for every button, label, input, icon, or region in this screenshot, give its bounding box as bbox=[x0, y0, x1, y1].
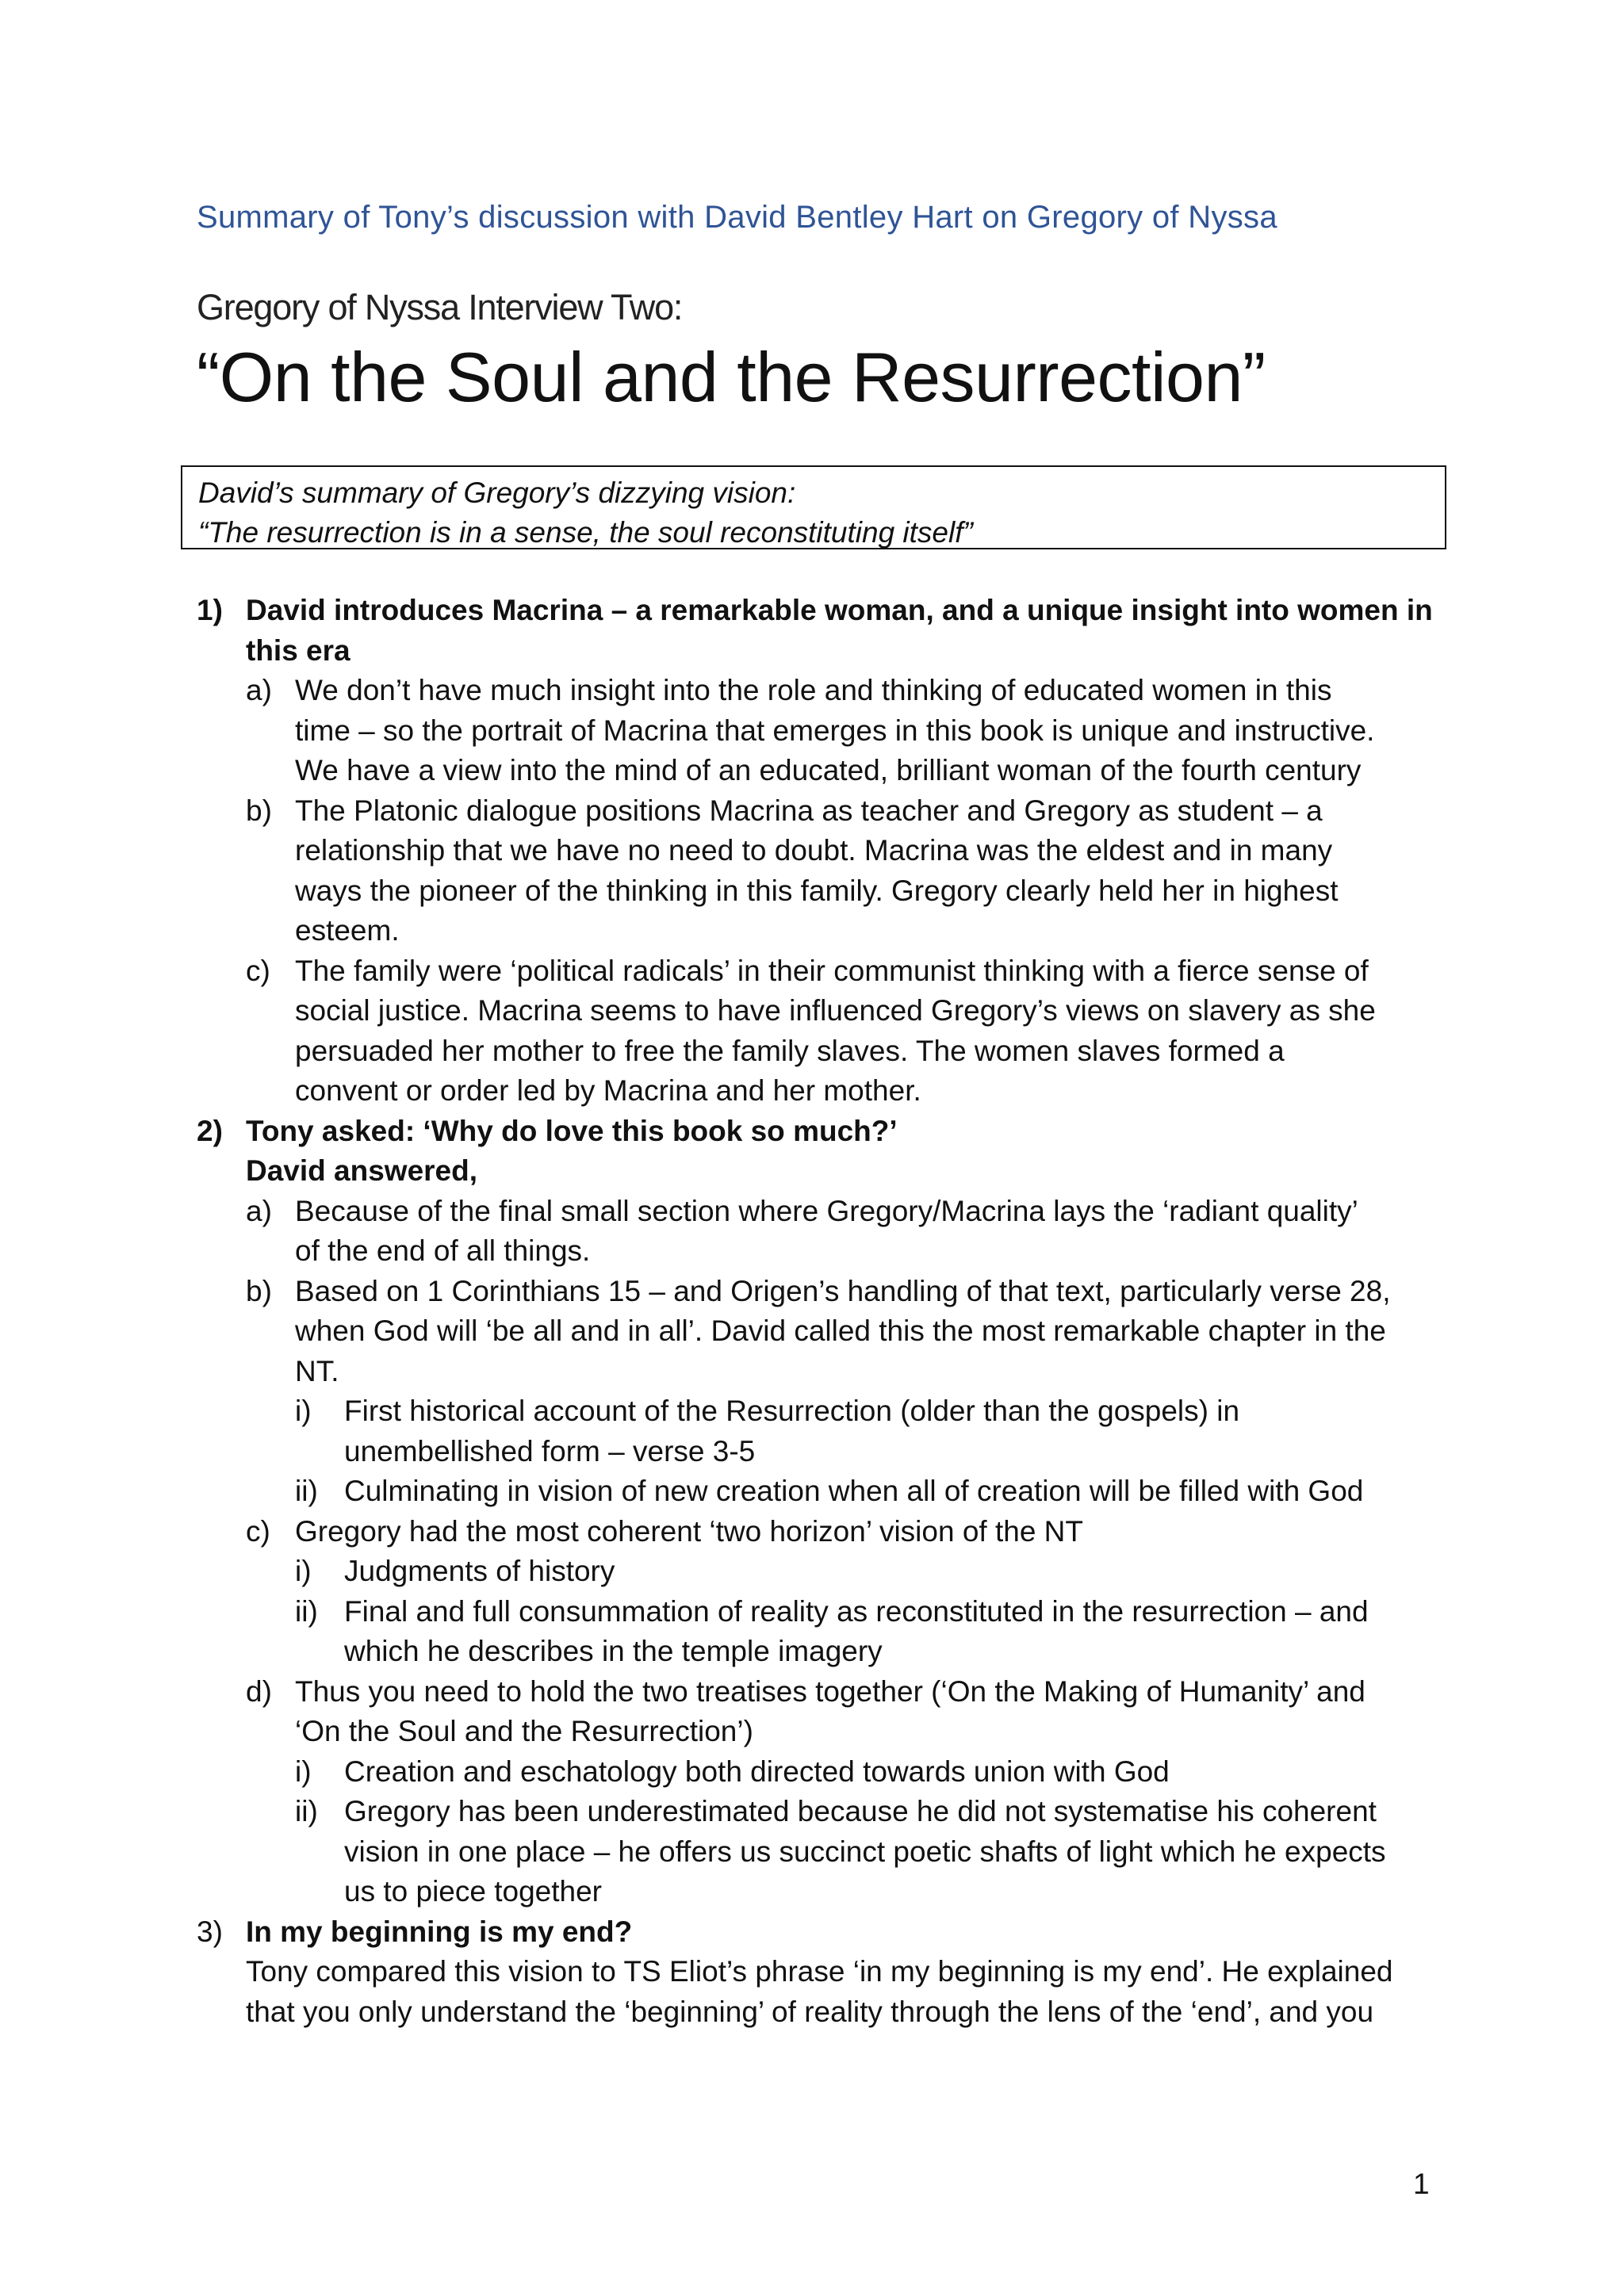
list-item bbox=[0, 991, 1624, 1031]
list-item bbox=[0, 1712, 1624, 1752]
list-item-text: We have a view into the mind of an educated, brilliant woman of the fourth century bbox=[295, 754, 1362, 786]
list-item bbox=[0, 951, 1624, 992]
sub-list-item bbox=[0, 1471, 1624, 1512]
section-heading-text: David introduces Macrina – a remarkable woman, and a unique insight into women in bbox=[246, 594, 1433, 626]
list-item-text: Thus you need to hold the two treatises together (‘On the Making of Humanity’ and bbox=[295, 1674, 1365, 1708]
list-roman: ii) bbox=[295, 1594, 318, 1628]
list-item-text: The Platonic dialogue positions Macrina as teacher and Gregory as student – a bbox=[295, 794, 1323, 827]
list-item-text: time – so the portrait of Macrina that emerges in this book is unique and instructive. bbox=[295, 714, 1375, 747]
outline-content bbox=[0, 591, 1624, 2032]
interview-subtitle: Gregory of Nyssa Interview Two: bbox=[197, 287, 683, 327]
sub-list-item bbox=[0, 1752, 1624, 1793]
list-item-text: esteem. bbox=[295, 914, 400, 947]
list-item-text: of the end of all things. bbox=[295, 1234, 591, 1267]
list-roman: i) bbox=[295, 1555, 312, 1587]
list-item bbox=[0, 1192, 1624, 1232]
list-item-text: Gregory has been underestimated because he did not systematise his coherent bbox=[344, 1795, 1377, 1827]
paragraph-line bbox=[0, 1992, 1624, 2033]
list-item bbox=[0, 831, 1624, 871]
list-item-text: Judgments of history bbox=[344, 1555, 615, 1587]
list-item-text: vision in one place – he offers us succinct poetic shafts of light which he expects bbox=[344, 1835, 1386, 1868]
list-item-text: Because of the final small section where Gregory/Macrina lays the ‘radiant quality’ bbox=[295, 1194, 1358, 1227]
summary-quote-box bbox=[181, 465, 1446, 549]
list-item-text: We don’t have much insight into the role and thinking of educated women in this bbox=[295, 674, 1332, 706]
list-roman: i) bbox=[295, 1755, 312, 1788]
paragraph-text: that you only understand the ‘beginning’ of reality through the lens of the ‘end’, and you bbox=[246, 1995, 1374, 2028]
list-item bbox=[0, 791, 1624, 832]
list-item-text: social justice. Macrina seems to have influenced Gregory’s views on slavery as she bbox=[295, 994, 1376, 1027]
list-item-text: Creation and eschatology both directed towards union with God bbox=[344, 1755, 1170, 1788]
section-heading-text: this era bbox=[246, 633, 350, 667]
list-letter: d) bbox=[246, 1674, 272, 1708]
list-item bbox=[0, 711, 1624, 752]
sub-list-item bbox=[0, 1632, 1624, 1672]
list-letter: a) bbox=[246, 674, 272, 706]
list-letter: b) bbox=[246, 1274, 272, 1307]
list-item-text: us to piece together bbox=[344, 1875, 602, 1908]
list-item bbox=[0, 1311, 1624, 1352]
quote-box-line: David’s summary of Gregory’s dizzying vision: bbox=[198, 476, 796, 509]
list-item bbox=[0, 911, 1624, 951]
list-item-text: which he describes in the temple imagery bbox=[344, 1635, 883, 1667]
section-heading-text: Tony asked: ‘Why do love this book so much?’ bbox=[246, 1114, 898, 1147]
list-item-text: ‘On the Soul and the Resurrection’) bbox=[295, 1715, 753, 1747]
section-heading bbox=[0, 631, 1624, 672]
section-heading bbox=[0, 1112, 1624, 1152]
section-heading bbox=[0, 1912, 1624, 1953]
list-item bbox=[0, 1352, 1624, 1392]
list-letter: b) bbox=[246, 794, 272, 827]
list-item-text: Gregory had the most coherent ‘two horizon’ vision of the NT bbox=[295, 1514, 1083, 1548]
list-roman: i) bbox=[295, 1395, 312, 1427]
sub-list-item bbox=[0, 1391, 1624, 1432]
list-number: 1) bbox=[197, 594, 223, 626]
list-item-text: when God will ‘be all and in all’. David called this the most remarkable chapter in the bbox=[295, 1314, 1386, 1347]
list-item bbox=[0, 751, 1624, 791]
section-heading-text: In my beginning is my end? bbox=[246, 1915, 633, 1948]
list-number: 2) bbox=[197, 1114, 223, 1147]
paragraph-line bbox=[0, 1952, 1624, 1992]
list-letter: a) bbox=[246, 1194, 272, 1227]
list-item-text: convent or order led by Macrina and her mother. bbox=[295, 1074, 921, 1107]
list-letter: c) bbox=[246, 1514, 270, 1548]
sub-list-item bbox=[0, 1832, 1624, 1873]
section-heading bbox=[0, 1151, 1624, 1192]
summary-title: Summary of Tony’s discussion with David Bentley Hart on Gregory of Nyssa bbox=[197, 200, 1277, 235]
list-item bbox=[0, 1272, 1624, 1312]
section-heading bbox=[0, 591, 1624, 631]
list-item bbox=[0, 671, 1624, 711]
list-item-text: Culminating in vision of new creation when all of creation will be filled with God bbox=[344, 1475, 1364, 1507]
list-item bbox=[0, 1512, 1624, 1552]
list-number: 3) bbox=[197, 1915, 223, 1948]
sub-list-item bbox=[0, 1872, 1624, 1912]
list-item bbox=[0, 1071, 1624, 1112]
list-item-text: Based on 1 Corinthians 15 – and Origen’s handling of that text, particularly verse 28, bbox=[295, 1274, 1391, 1307]
sub-list-item bbox=[0, 1792, 1624, 1832]
list-item-text: relationship that we have no need to doubt. Macrina was the eldest and in many bbox=[295, 834, 1333, 867]
quote-box-line: “The resurrection is in a sense, the soul reconstituting itself” bbox=[198, 516, 973, 549]
list-item-text: The family were ‘political radicals’ in their communist thinking with a fierce sense of bbox=[295, 954, 1369, 987]
list-item-text: Final and full consummation of reality as reconstituted in the resurrection – and bbox=[344, 1594, 1369, 1628]
list-letter: c) bbox=[246, 954, 270, 987]
list-item bbox=[0, 871, 1624, 912]
list-item-text: persuaded her mother to free the family slaves. The women slaves formed a bbox=[295, 1034, 1285, 1067]
list-roman: ii) bbox=[295, 1795, 318, 1827]
list-item bbox=[0, 1031, 1624, 1072]
sub-list-item bbox=[0, 1552, 1624, 1592]
list-item-text: NT. bbox=[295, 1354, 339, 1387]
page-title: “On the Soul and the Resurrection” bbox=[197, 338, 1266, 416]
list-roman: ii) bbox=[295, 1475, 318, 1507]
list-item bbox=[0, 1231, 1624, 1272]
list-item-text: unembellished form – verse 3-5 bbox=[344, 1434, 756, 1468]
list-item-text: First historical account of the Resurrection (older than the gospels) in bbox=[344, 1395, 1240, 1427]
sub-list-item bbox=[0, 1432, 1624, 1472]
list-item-text: ways the pioneer of the thinking in this family. Gregory clearly held her in highest bbox=[295, 874, 1339, 907]
sub-list-item bbox=[0, 1592, 1624, 1632]
paragraph-text: Tony compared this vision to TS Eliot’s phrase ‘in my beginning is my end’. He explained bbox=[246, 1955, 1393, 1988]
list-item bbox=[0, 1672, 1624, 1712]
section-heading-text: David answered, bbox=[246, 1154, 478, 1187]
page-number: 1 bbox=[1413, 2168, 1430, 2200]
